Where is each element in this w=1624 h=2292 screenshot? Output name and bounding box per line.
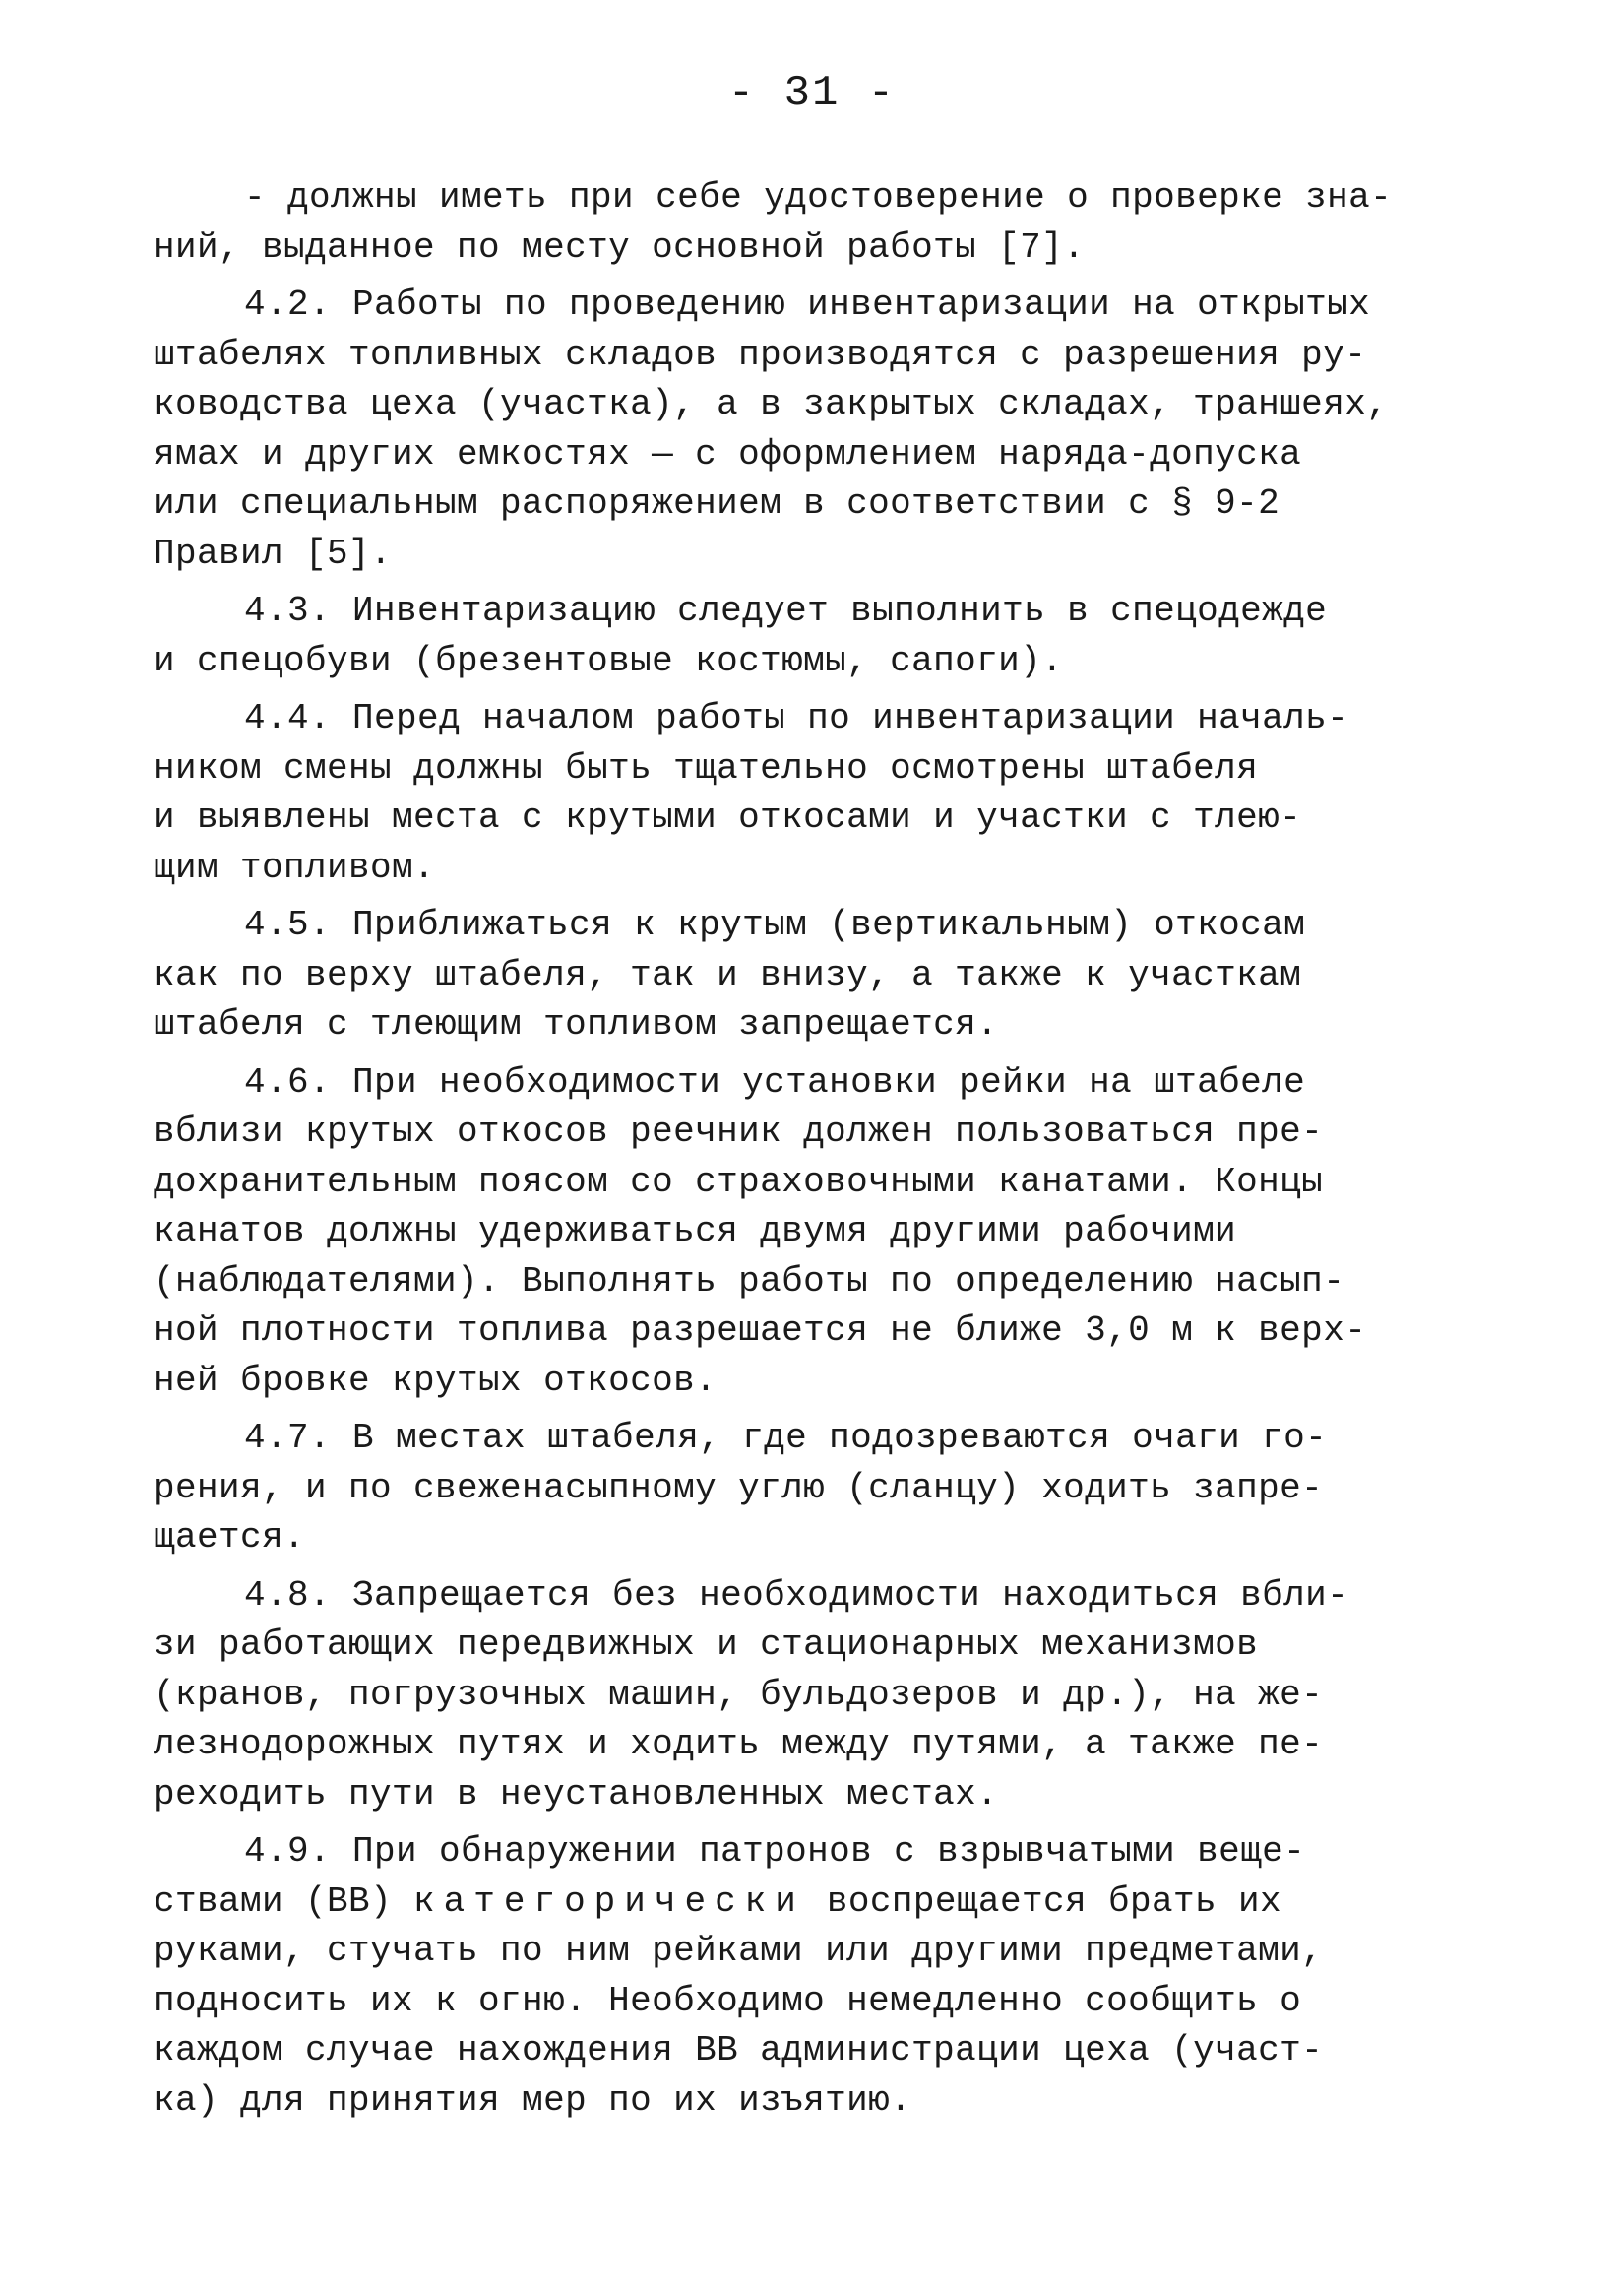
text-line: ной плотности топлива разрешается не ближе 3,0 м к верх- [154, 1310, 1367, 1351]
paragraph-4-4 [154, 694, 1492, 893]
text-line: 4.3. Инвентаризацию следует выполнить в спецодежде [244, 591, 1328, 631]
text-line: Правил [5]. [154, 533, 393, 574]
text-line: ка) для принятия мер по их изъятию. [154, 2079, 912, 2121]
text-line: ней бровке крутых откосов. [154, 1360, 718, 1401]
paragraph-4-1-continued [154, 173, 1492, 273]
text-line: дохранительным поясом со страховочными канатами. Концы [154, 1161, 1324, 1202]
text-line: рения, и по свеженасыпному углю (сланцу) ходить запре- [154, 1467, 1324, 1508]
text-line: и выявлены места с крутыми откосами и участки с тлею- [154, 797, 1302, 838]
paragraph-4-5 [154, 901, 1492, 1050]
text-line: ководства цеха (участка), а в закрытых складах, траншеях, [154, 384, 1389, 424]
text-line: подносить их к огню. Необходимо немедленно сообщить о [154, 1980, 1302, 2021]
text-fragment: ствами (ВВ) [154, 1880, 414, 1922]
text-line: как по верху штабеля, так и внизу, а также к участкам [154, 954, 1302, 995]
text-line: 4.5. Приближаться к крутым (вертикальным) откосам [244, 905, 1306, 945]
text-line: штабелях топливных складов производятся с разрешения ру- [154, 334, 1367, 375]
text-line: 4.7. В местах штабеля, где подозреваются очаги го- [244, 1418, 1328, 1458]
paragraph-4-9 [154, 1827, 1492, 2126]
text-line: зи работающих передвижных и стационарных механизмов [154, 1624, 1259, 1665]
text-line: ником смены должны быть тщательно осмотрены штабеля [154, 747, 1259, 789]
text-line: щается. [154, 1517, 306, 1558]
paragraph-4-2 [154, 281, 1492, 579]
page-number: - 31 - [727, 69, 897, 118]
text-line: и спецобуви (брезентовые костюмы, сапоги). [154, 640, 1064, 681]
text-line: 4.2. Работы по проведению инвентаризации на открытых [244, 285, 1371, 325]
text-line: 4.6. При необходимости установки рейки на штабеле [244, 1061, 1306, 1103]
text-line: щим топливом. [154, 847, 436, 888]
text-line: вблизи крутых откосов реечник должен пользоваться пре- [154, 1112, 1324, 1152]
text-line: канатов должны удерживаться двумя другими рабочими [154, 1211, 1237, 1251]
text-fragment: воспрещается брать их [804, 1880, 1281, 1922]
text-line: 4.4. Перед началом работы по инвентаризации началь- [244, 698, 1349, 738]
body-text [154, 173, 1492, 2133]
text-line: или специальным распоряжением в соответствии с § 9-2 [154, 483, 1280, 524]
text-line: (наблюдателями). Выполнять работы по определению насып- [154, 1260, 1345, 1302]
text-line: лезнодорожных путях и ходить между путями, а также пе- [154, 1724, 1324, 1764]
paragraph-4-8 [154, 1571, 1492, 1820]
text-line: ний, выданное по месту основной работы [7]. [154, 226, 1086, 268]
text-line: - должны иметь при себе удостоверение о проверке зна- [244, 177, 1393, 218]
text-line [154, 1878, 1492, 1928]
paragraph-4-6 [154, 1058, 1492, 1407]
paragraph-4-7 [154, 1414, 1492, 1563]
text-line: реходить пути в неустановленных местах. [154, 1773, 999, 1814]
paragraph-4-3 [154, 587, 1492, 686]
text-line: каждом случае нахождения ВВ администрации цеха (участ- [154, 2030, 1324, 2070]
text-line: руками, стучать по ним рейками или другими предметами, [154, 1931, 1324, 1971]
text-line: (кранов, погрузочных машин, бульдозеров и др.), на же- [154, 1674, 1324, 1715]
text-line: 4.9. При обнаружении патронов с взрывчатыми веще- [244, 1831, 1306, 1872]
text-line: штабеля с тлеющим топливом запрещается. [154, 1004, 999, 1045]
text-line: 4.8. Запрещается без необходимости находиться вбли- [244, 1574, 1349, 1616]
spaced-emphasis: категорически [413, 1880, 805, 1922]
text-line: ямах и других емкостях — с оформлением наряда-допуска [154, 433, 1302, 475]
